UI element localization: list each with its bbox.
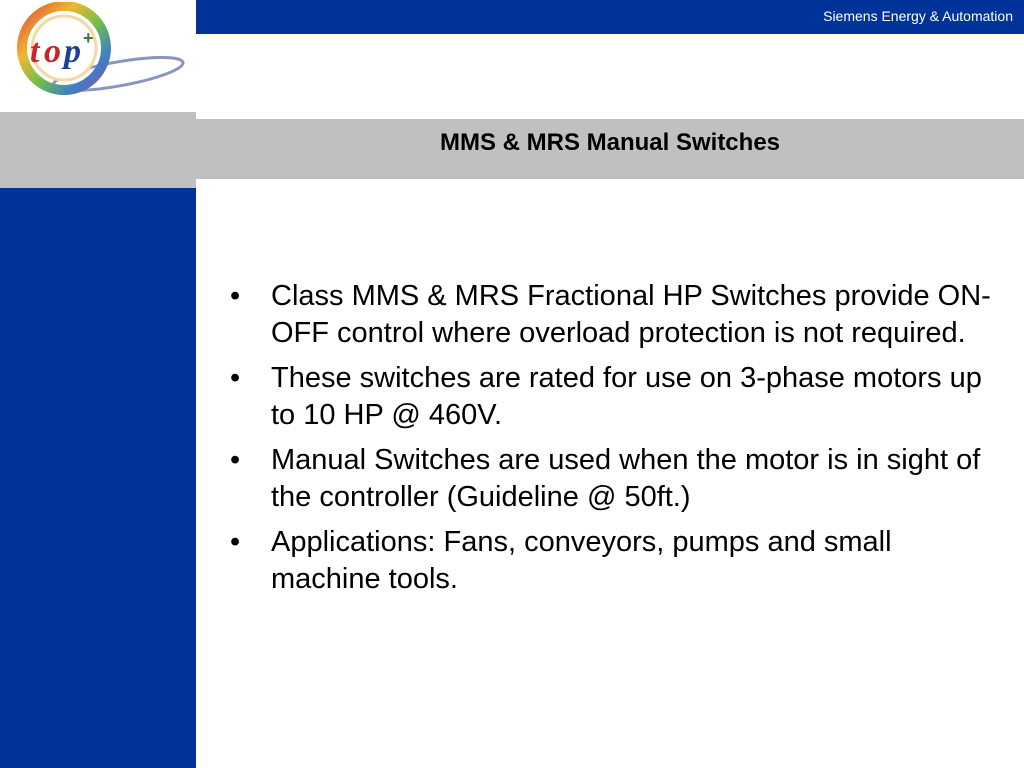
logo-letter-t: t xyxy=(30,33,40,70)
bullet-dot: • xyxy=(230,444,241,476)
bullet-text: These switches are rated for use on 3-phase motors up to 10 HP @ 460V. xyxy=(271,362,982,431)
logo-plus: + xyxy=(83,28,94,48)
logo-letter-p: p xyxy=(64,33,81,70)
bullet-dot: • xyxy=(230,526,241,558)
bullet-text: Manual Switches are used when the motor is in sight of the controller (Guideline @ 50ft.) xyxy=(271,444,981,513)
bullet-list xyxy=(228,278,998,606)
bullet-text: Class MMS & MRS Fractional HP Switches provide ON-OFF control where overload protection is not required. xyxy=(271,280,991,349)
bullet-dot: • xyxy=(230,280,241,312)
logo-letter-o: o xyxy=(44,33,61,70)
header-bar xyxy=(196,0,1024,34)
bullet-dot: • xyxy=(230,362,241,394)
left-gray-band xyxy=(0,112,196,188)
bullet-item xyxy=(228,278,998,351)
top-plus-logo xyxy=(6,2,188,100)
bullet-item xyxy=(228,360,998,433)
company-name: Siemens Energy & Automation xyxy=(823,8,1013,24)
bullet-item xyxy=(228,524,998,597)
bullet-item xyxy=(228,442,998,515)
slide-title: MMS & MRS Manual Switches xyxy=(439,129,781,156)
logo-area xyxy=(0,0,196,112)
bullet-text: Applications: Fans, conveyors, pumps and small machine tools. xyxy=(271,526,892,595)
title-bar xyxy=(196,119,1024,179)
left-blue-band xyxy=(0,188,196,768)
